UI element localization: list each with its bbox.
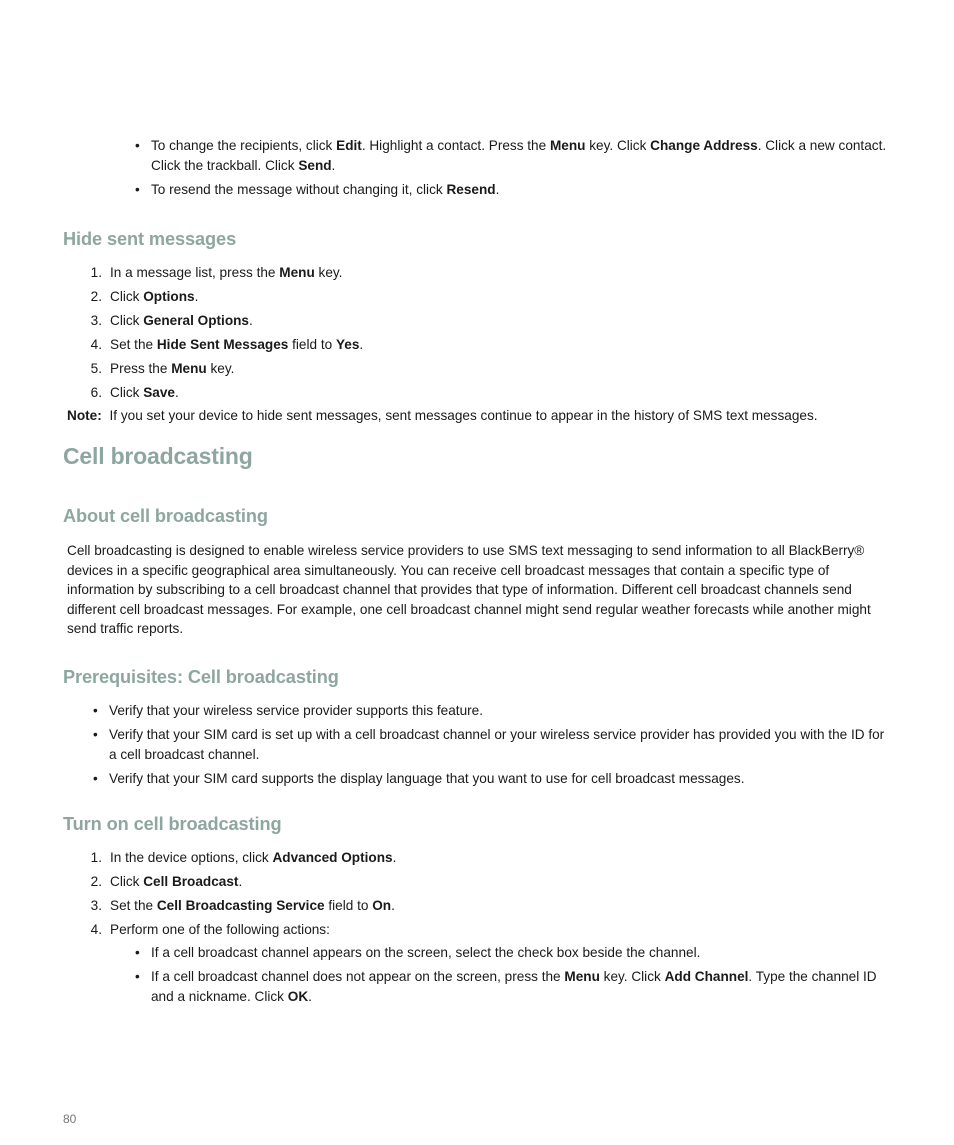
step-item [64,383,894,403]
step-item [64,896,894,916]
text-run: Perform one of the following actions: [110,922,330,937]
ui-term: Edit [336,138,362,153]
note-text: If you set your device to hide sent messages, sent messages continue to appear in the history of SMS text messages. [109,408,818,423]
step-number: 1. [90,850,102,865]
text-run: Press the [110,361,172,376]
action-item [135,967,895,1006]
ui-term: Yes [335,337,360,352]
step-number: 2. [90,874,102,889]
text-run: . Highlight a contact. Press the [361,138,550,153]
text-run: key. Click [585,138,651,153]
hide-sent-steps [64,263,894,407]
step-number: 1. [90,265,102,280]
text-run: To resend the message without changing it, click [151,181,447,197]
ui-term: Add Channel [664,969,749,984]
text-run: If a cell broadcast channel does not appear on the screen, press the [151,969,565,984]
text-run: Click [110,289,144,304]
text-run: . Click a new contact. Click the trackball. Click [151,138,887,173]
prerequisite-item: • Verify that your wireless service provider supports this feature. [93,701,895,721]
text-run: . [495,181,500,197]
ui-term: Options [143,289,195,304]
heading-hide-sent-messages: Hide sent messages [63,229,237,249]
text-run: Set the [110,898,157,913]
ui-term: Menu [564,969,600,984]
action-sub-bullets [135,943,895,1011]
action-item [135,943,895,963]
prerequisite-item: • Verify that your SIM card is set up with a cell broadcast channel or your wireless service provider has provided you with the ID for a cell broadcast channel. [93,725,895,764]
step-number: 4. [90,922,102,937]
step-number: 3. [90,313,102,328]
step-item [64,920,894,940]
step-item [64,872,894,892]
text-run: key. [206,361,235,376]
ui-term: Menu [279,265,315,280]
heading-turn-on-cell-broadcasting: Turn on cell broadcasting [63,814,282,834]
text-run: . Type the channel ID and a nickname. Click [151,969,877,1004]
text-run: field to [288,337,336,352]
step-number: 2. [90,289,102,304]
text-run: key. Click [599,969,665,984]
text-run: key. [314,265,343,280]
about-paragraph: Cell broadcasting is designed to enable wireless service providers to use SMS text messaging to send information to all BlackBerry® devices in a specific geographical area simultaneously. You can receive cell broadcast messages that contain a specific type of information by subscribing to a cell broadcast channel that provides that type of information. Different cell broadcast channels send different cell broadcast messages. For example, one cell broadcast channel might send regular weather forecasts while another might send traffic reports. [67,543,871,636]
ui-term: Menu [549,138,586,153]
step-number: 4. [90,337,102,352]
step-item [64,359,894,379]
text-run: If a cell broadcast channel appears on the screen, select the check box beside the channel. [151,945,701,960]
text-run: . [392,850,397,865]
ui-term: On [372,898,392,913]
text-run: In a message list, press the [110,265,280,280]
step-item [64,311,894,331]
text-run: In the device options, click [110,850,273,865]
text-run: Click [110,385,144,400]
top-bullet-list [135,136,895,204]
step-item [64,263,894,283]
step-item [64,287,894,307]
text-run: Click [110,874,144,889]
ui-term: Advanced Options [272,850,393,865]
text-run: . [238,874,243,889]
text-run: . [174,385,179,400]
text-run: . [194,289,199,304]
ui-term: Save [143,385,175,400]
step-number: 6. [90,385,102,400]
step-number: 3. [90,898,102,913]
text-run: . [248,313,253,328]
step-item [64,335,894,355]
step-number: 5. [90,361,102,376]
text-run: To change the recipients, click [151,138,337,153]
text-run: field to [324,898,373,913]
list-item [135,136,895,175]
ui-term: Cell Broadcast [143,874,239,889]
turn-on-steps [64,848,894,944]
prerequisite-item: • Verify that your SIM card supports the display language that you want to use for cell broadcast messages. [93,769,895,789]
ui-term: Resend [446,181,496,197]
text-run: . [359,337,364,352]
ui-term: Hide Sent Messages [156,337,289,352]
note-label: Note: [67,408,102,423]
note [67,406,897,426]
heading-cell-broadcasting: Cell broadcasting [63,443,253,469]
ui-term: Change Address [650,138,758,153]
ui-term: OK [287,988,309,1004]
ui-term: Cell Broadcasting Service [156,898,325,913]
page-number: 80 [63,1112,77,1126]
text-run: Click [110,313,144,328]
ui-term: Send [298,157,332,173]
list-item [135,180,895,200]
text-run: . [331,157,336,173]
text-run: . [308,988,312,1004]
heading-prerequisites: Prerequisites: Cell broadcasting [63,667,339,687]
text-run: . [391,898,395,913]
step-item [64,848,894,868]
text-run: Set the [110,337,157,352]
prerequisites-list [93,701,895,793]
heading-about-cell-broadcasting: About cell broadcasting [63,506,268,526]
ui-term: General Options [143,313,249,328]
ui-term: Menu [171,361,207,376]
